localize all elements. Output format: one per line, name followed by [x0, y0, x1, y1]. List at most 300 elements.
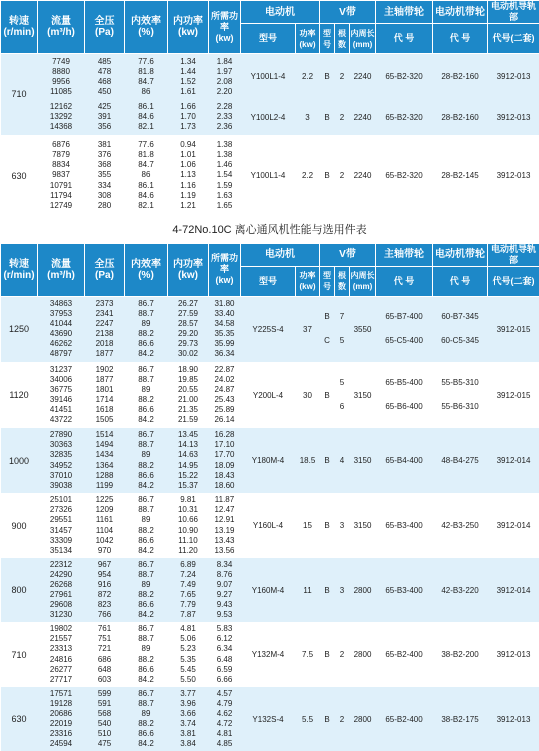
list-item: 2.33	[209, 112, 241, 122]
header-vbelt-type: 型号	[320, 24, 335, 54]
list-item: 36775	[38, 385, 85, 395]
main-pulley-cell: 65-B3-400	[376, 558, 433, 622]
header-vbelt: V带	[320, 243, 376, 266]
list-item: 1.65	[209, 201, 241, 211]
efficiency-cell	[125, 493, 168, 558]
list-item: 27326	[38, 505, 85, 515]
motor-pulley-cell: 42-B3-250	[433, 493, 488, 558]
header-vbelt-roots: 根数	[335, 24, 350, 54]
list-item: 89	[125, 450, 168, 460]
list-item: 2.36	[209, 122, 241, 132]
flow-cell	[38, 296, 85, 362]
list-item: 8834	[38, 160, 85, 170]
list-item: 1.97	[209, 67, 241, 77]
list-item: 10.90	[168, 526, 209, 536]
header-main-pulley: 主轴带轮	[376, 1, 433, 24]
table-row	[1, 54, 539, 100]
main-pulley-cell: 65-B2-320	[376, 54, 433, 100]
list-item: 88.2	[125, 329, 168, 339]
list-item: 86.6	[125, 405, 168, 415]
table-row	[1, 558, 539, 622]
list-item: 11.10	[168, 536, 209, 546]
list-item: 86.6	[125, 471, 168, 481]
header-vbelt: V带	[320, 1, 376, 24]
list-item: 17.70	[209, 450, 241, 460]
header-efficiency: 内效率 (%)	[125, 243, 168, 296]
required-power-cell	[209, 135, 241, 217]
list-item: 84.2	[125, 675, 168, 685]
vbelt-length-cell: 2240	[350, 54, 376, 100]
flow-cell	[38, 428, 85, 493]
motor-power-cell: 7.5	[296, 622, 320, 687]
header-efficiency: 内效率 (%)	[125, 1, 168, 54]
list-item: 14.63	[168, 450, 209, 460]
list-item: 9956	[38, 77, 85, 87]
list-item: 84.2	[125, 546, 168, 556]
list-item: 1.52	[168, 77, 209, 87]
list-item: 86.7	[125, 689, 168, 699]
list-item: 1199	[85, 481, 125, 491]
list-item: 3.81	[168, 729, 209, 739]
table-row	[1, 428, 539, 493]
table-caption: 4-72No.10C 离心通风机性能与选用件表	[0, 217, 539, 243]
list-item: 721	[85, 644, 125, 654]
list-item: 88.2	[125, 395, 168, 405]
list-item: 25101	[38, 495, 85, 505]
list-item: 13292	[38, 112, 85, 122]
header-rail-code: 代号(二套)	[488, 266, 539, 296]
list-item: 5.83	[209, 624, 241, 634]
motor-model-cell: Y200L-4	[241, 362, 296, 428]
rail-code-cell: 3912-013	[488, 687, 539, 751]
motor-power-cell: 37	[296, 296, 320, 362]
list-item: 86.6	[125, 339, 168, 349]
list-item: 8.34	[209, 560, 241, 570]
list-item: 46262	[38, 339, 85, 349]
list-item: 30.02	[168, 349, 209, 359]
list-item: 6	[335, 395, 350, 419]
required-power-cell	[209, 687, 241, 751]
motor-pulley-cell: 48-B4-275	[433, 428, 488, 493]
rail-code-cell: 3912-014	[488, 428, 539, 493]
list-item: 13.56	[209, 546, 241, 556]
header-motor: 电动机	[241, 243, 320, 266]
list-item: 82.1	[125, 201, 168, 211]
pressure-cell	[85, 687, 125, 751]
list-item: 1.16	[168, 181, 209, 191]
pressure-cell	[85, 100, 125, 135]
list-item: 7.24	[168, 570, 209, 580]
list-item: 14.13	[168, 440, 209, 450]
list-item: B	[320, 388, 335, 403]
header-internal-power: 内功率 (kw)	[168, 243, 209, 296]
table-row	[1, 687, 539, 751]
list-item: 86.6	[125, 536, 168, 546]
pressure-cell	[85, 135, 125, 217]
list-item: 591	[85, 699, 125, 709]
header-motor-model: 型号	[241, 24, 296, 54]
list-item: 381	[85, 140, 125, 150]
list-item: 5.23	[168, 644, 209, 654]
motor-pulley-cell	[433, 362, 488, 428]
table-row	[1, 622, 539, 687]
list-item: 0.94	[168, 140, 209, 150]
motor-model-cell: Y132S-4	[241, 687, 296, 751]
list-item: 9.43	[209, 600, 241, 610]
list-item: 43722	[38, 415, 85, 425]
list-item: 29608	[38, 600, 85, 610]
list-item: 26268	[38, 580, 85, 590]
rpm-cell: 1000	[1, 428, 38, 493]
list-item: 1.21	[168, 201, 209, 211]
list-item: 10.66	[168, 515, 209, 525]
list-item: 3.84	[168, 739, 209, 749]
list-item: 84.2	[125, 349, 168, 359]
list-item: 35.99	[209, 339, 241, 349]
flow-cell	[38, 54, 85, 100]
rpm-cell: 1120	[1, 362, 38, 428]
list-item: 12749	[38, 201, 85, 211]
vbelt-length-cell: 2800	[350, 687, 376, 751]
list-item: 3.77	[168, 689, 209, 699]
list-item: 1209	[85, 505, 125, 515]
efficiency-cell	[125, 558, 168, 622]
rail-code-cell: 3912-015	[488, 296, 539, 362]
main-pulley-cell: 65-B4-400	[376, 428, 433, 493]
list-item: 18.09	[209, 461, 241, 471]
list-item: 20686	[38, 709, 85, 719]
header-flow: 流量 (m³/h)	[38, 1, 85, 54]
header-required-power: 所需功率 (kw)	[209, 1, 241, 54]
list-item: 10791	[38, 181, 85, 191]
list-item: 26.27	[168, 299, 209, 309]
list-item: 7879	[38, 150, 85, 160]
motor-pulley-cell: 38-B2-200	[433, 622, 488, 687]
list-item: 86.1	[125, 181, 168, 191]
motor-pulley-cell	[433, 296, 488, 362]
list-item: 24594	[38, 739, 85, 749]
rpm-cell: 630	[1, 687, 38, 751]
list-item: 334	[85, 181, 125, 191]
pressure-cell	[85, 296, 125, 362]
list-item: 60-C5-345	[433, 329, 488, 353]
list-item: 18.43	[209, 471, 241, 481]
list-item: 33.40	[209, 309, 241, 319]
main-pulley-cell: 65-B3-400	[376, 493, 433, 558]
list-item: 478	[85, 67, 125, 77]
efficiency-cell	[125, 100, 168, 135]
header-motor-rail: 电动机导轨部	[488, 1, 539, 24]
list-item: 1714	[85, 395, 125, 405]
list-item: 2247	[85, 319, 125, 329]
list-item: 7.79	[168, 600, 209, 610]
internal-power-cell	[168, 135, 209, 217]
list-item: 48797	[38, 349, 85, 359]
list-item: 15.37	[168, 481, 209, 491]
rpm-cell: 800	[1, 558, 38, 622]
rail-code-cell: 3912-013	[488, 54, 539, 100]
list-item: 21.59	[168, 415, 209, 425]
motor-model-cell: Y100L1-4	[241, 54, 296, 100]
list-item: 603	[85, 675, 125, 685]
vbelt-type-cell: B	[320, 558, 335, 622]
list-item: 475	[85, 739, 125, 749]
pressure-cell	[85, 362, 125, 428]
list-item: 1161	[85, 515, 125, 525]
list-item: 18.90	[168, 365, 209, 375]
required-power-cell	[209, 362, 241, 428]
motor-power-cell: 11	[296, 558, 320, 622]
vbelt-roots-cell: 3	[335, 558, 350, 622]
header-vbelt-type: 型号	[320, 266, 335, 296]
flow-cell	[38, 558, 85, 622]
list-item: 355	[85, 170, 125, 180]
list-item: 7749	[38, 57, 85, 67]
list-item: 1.70	[168, 112, 209, 122]
table-row	[1, 362, 539, 428]
list-item: 26277	[38, 665, 85, 675]
list-item: 84.2	[125, 415, 168, 425]
list-item: 88.7	[125, 570, 168, 580]
header-motor: 电动机	[241, 1, 320, 24]
list-item: 55-B6-310	[433, 395, 488, 419]
list-item: 84.6	[125, 191, 168, 201]
list-item: 35134	[38, 546, 85, 556]
efficiency-cell	[125, 687, 168, 751]
list-item: 37953	[38, 309, 85, 319]
list-item: 9837	[38, 170, 85, 180]
list-item: 12162	[38, 102, 85, 112]
flow-cell	[38, 362, 85, 428]
rail-code-cell: 3912-013	[488, 100, 539, 135]
list-item: 41451	[38, 405, 85, 415]
main-pulley-cell: 65-B2-320	[376, 100, 433, 135]
list-item: 1.61	[168, 87, 209, 97]
header-motor-model: 型号	[241, 266, 296, 296]
rail-code-cell: 3912-015	[488, 362, 539, 428]
list-item: 1042	[85, 536, 125, 546]
list-item: 21.35	[168, 405, 209, 415]
list-item: 24.87	[209, 385, 241, 395]
list-item: 11794	[38, 191, 85, 201]
list-item: 12.47	[209, 505, 241, 515]
list-item: 425	[85, 102, 125, 112]
main-pulley-cell: 65-B2-400	[376, 622, 433, 687]
list-item: 77.6	[125, 57, 168, 67]
motor-pulley-cell: 38-B2-175	[433, 687, 488, 751]
list-item: 2373	[85, 299, 125, 309]
motor-model-cell: Y100L1-4	[241, 135, 296, 217]
list-item: 11.87	[209, 495, 241, 505]
list-item: 1.63	[209, 191, 241, 201]
list-item: 84.2	[125, 739, 168, 749]
list-item: 41044	[38, 319, 85, 329]
vbelt-type-cell: B	[320, 54, 335, 100]
list-item: 1877	[85, 375, 125, 385]
list-item: 1.38	[209, 140, 241, 150]
efficiency-cell	[125, 362, 168, 428]
list-item: 4.79	[209, 699, 241, 709]
list-item: 6.59	[209, 665, 241, 675]
list-item: 6.34	[209, 644, 241, 654]
list-item: 6876	[38, 140, 85, 150]
list-item: 1902	[85, 365, 125, 375]
list-item: 2341	[85, 309, 125, 319]
list-item: 823	[85, 600, 125, 610]
header-motor-power: 功率 (kw)	[296, 24, 320, 54]
list-item: 954	[85, 570, 125, 580]
rpm-cell: 1250	[1, 296, 38, 362]
list-item: 29.20	[168, 329, 209, 339]
vbelt-roots-cell: 3	[335, 493, 350, 558]
list-item: 1.38	[209, 150, 241, 160]
vbelt-type-cell: B	[320, 622, 335, 687]
list-item: 1225	[85, 495, 125, 505]
list-item: 1.46	[209, 160, 241, 170]
list-item: 10.31	[168, 505, 209, 515]
list-item: 31.80	[209, 299, 241, 309]
list-item: 4.85	[209, 739, 241, 749]
list-item: 22312	[38, 560, 85, 570]
list-item: 88.7	[125, 309, 168, 319]
list-item: 31230	[38, 610, 85, 620]
vbelt-roots-cell: 4	[335, 428, 350, 493]
rpm-cell: 710	[1, 54, 38, 135]
list-item: 1.34	[168, 57, 209, 67]
header-motor-rail: 电动机导轨部	[488, 243, 539, 266]
vbelt-length-cell: 2800	[350, 558, 376, 622]
main-pulley-cell: 65-B2-320	[376, 135, 433, 217]
list-item: 15.22	[168, 471, 209, 481]
header-rail-code: 代号(二套)	[488, 24, 539, 54]
list-item: 6.48	[209, 655, 241, 665]
list-item: 5	[335, 371, 350, 395]
list-item: 761	[85, 624, 125, 634]
list-item: 7.87	[168, 610, 209, 620]
list-item: 1801	[85, 385, 125, 395]
list-item: 18.60	[209, 481, 241, 491]
motor-model-cell: Y160M-4	[241, 558, 296, 622]
list-item: 84.2	[125, 610, 168, 620]
list-item: 9.81	[168, 495, 209, 505]
list-item: 84.6	[125, 112, 168, 122]
list-item: 4.72	[209, 719, 241, 729]
list-item: 34.58	[209, 319, 241, 329]
fan-table-top	[0, 0, 539, 217]
vbelt-type-cell: B	[320, 100, 335, 135]
list-item: 540	[85, 719, 125, 729]
list-item: 1.13	[168, 170, 209, 180]
list-item: 9.53	[209, 610, 241, 620]
vbelt-length-cell: 3150	[350, 493, 376, 558]
list-item: 84.7	[125, 77, 168, 87]
list-item: 4.81	[168, 624, 209, 634]
list-item: 84.7	[125, 160, 168, 170]
list-item: 3.66	[168, 709, 209, 719]
rail-code-cell: 3912-013	[488, 135, 539, 217]
motor-power-cell: 18.5	[296, 428, 320, 493]
list-item: 88.7	[125, 375, 168, 385]
list-item: 8880	[38, 67, 85, 77]
list-item: 1877	[85, 349, 125, 359]
motor-power-cell: 2.2	[296, 135, 320, 217]
list-item: 88.7	[125, 699, 168, 709]
list-item: 89	[125, 580, 168, 590]
list-item: 86	[125, 170, 168, 180]
list-item: B	[320, 305, 335, 329]
vbelt-type-cell	[320, 362, 335, 428]
flow-cell	[38, 100, 85, 135]
list-item: 391	[85, 112, 125, 122]
list-item: 17.10	[209, 440, 241, 450]
list-item: 11.20	[168, 546, 209, 556]
list-item: 2018	[85, 339, 125, 349]
list-item: 9.07	[209, 580, 241, 590]
list-item: 36.34	[209, 349, 241, 359]
required-power-cell	[209, 54, 241, 100]
list-item: 967	[85, 560, 125, 570]
flow-cell	[38, 493, 85, 558]
list-item: 2.28	[209, 102, 241, 112]
header-motor-pulley-code: 代 号	[433, 24, 488, 54]
list-item: 88.7	[125, 440, 168, 450]
list-item: 3.74	[168, 719, 209, 729]
list-item: 89	[125, 644, 168, 654]
table-row	[1, 296, 539, 362]
list-item: 5.35	[168, 655, 209, 665]
header-motor-pulley: 电动机带轮	[433, 1, 488, 24]
list-item: 89	[125, 319, 168, 329]
list-item: 37010	[38, 471, 85, 481]
vbelt-roots-cell: 2	[335, 135, 350, 217]
header-pressure: 全压 (Pa)	[85, 243, 125, 296]
list-item: 34006	[38, 375, 85, 385]
list-item: 88.2	[125, 719, 168, 729]
header-main-pulley: 主轴带轮	[376, 243, 433, 266]
list-item: 86.7	[125, 624, 168, 634]
motor-power-cell: 15	[296, 493, 320, 558]
list-item: 13.43	[209, 536, 241, 546]
list-item: 86.7	[125, 365, 168, 375]
list-item: 510	[85, 729, 125, 739]
list-item: 16.28	[209, 430, 241, 440]
list-item: 4.81	[209, 729, 241, 739]
list-item: 9.27	[209, 590, 241, 600]
list-item: 77.6	[125, 140, 168, 150]
list-item: 1288	[85, 471, 125, 481]
flow-cell	[38, 622, 85, 687]
header-required-power: 所需功率 (kw)	[209, 243, 241, 296]
main-pulley-cell: 65-B2-400	[376, 687, 433, 751]
list-item: 24290	[38, 570, 85, 580]
list-item: 86	[125, 87, 168, 97]
list-item: 1.84	[209, 57, 241, 67]
list-item: 65-C5-400	[376, 329, 433, 353]
rpm-cell: 900	[1, 493, 38, 558]
list-item: 8.76	[209, 570, 241, 580]
list-item: 376	[85, 150, 125, 160]
list-item: 450	[85, 87, 125, 97]
vbelt-roots-cell	[335, 362, 350, 428]
header-motor-pulley: 电动机带轮	[433, 243, 488, 266]
list-item: 23313	[38, 644, 85, 654]
rail-code-cell: 3912-013	[488, 622, 539, 687]
list-item: 14368	[38, 122, 85, 132]
pressure-cell	[85, 54, 125, 100]
list-item: 24.02	[209, 375, 241, 385]
vbelt-type-cell	[320, 296, 335, 362]
list-item: 88.7	[125, 505, 168, 515]
